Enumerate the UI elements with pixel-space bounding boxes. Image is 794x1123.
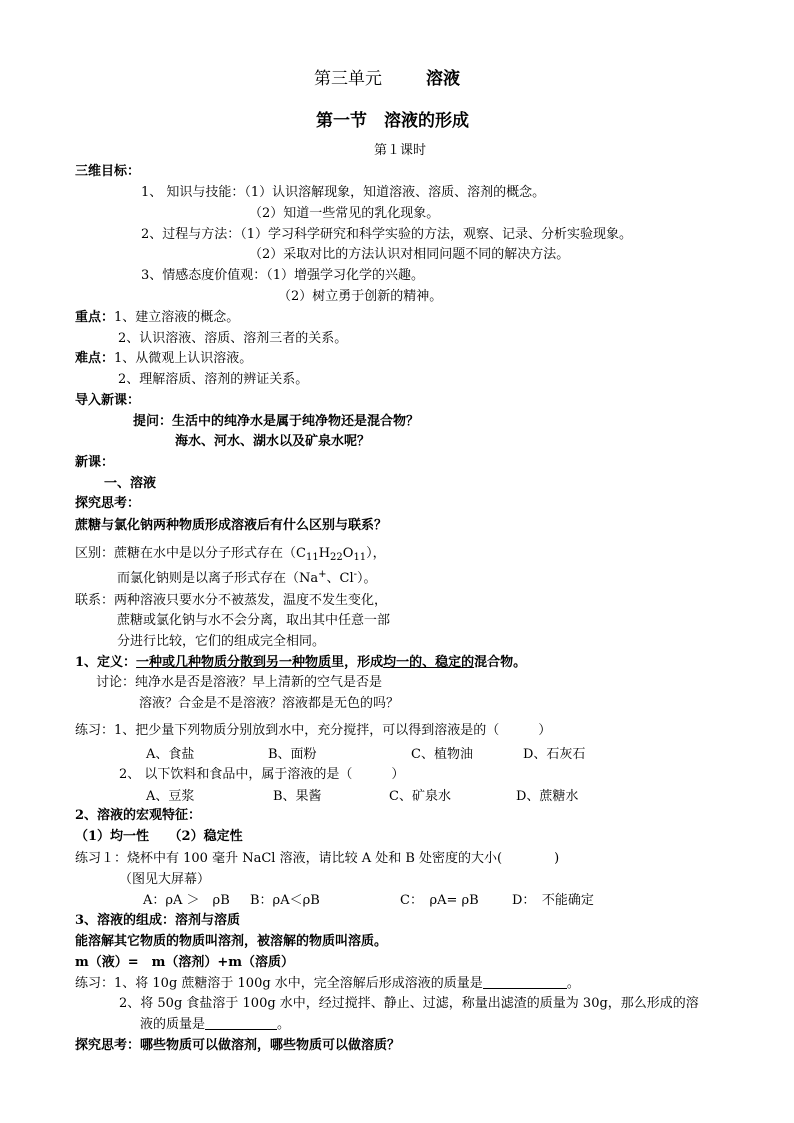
exercise-1-option-d: D、石灰石 (523, 747, 586, 762)
features-items: （1）均一性 （2）稳定性 (75, 829, 243, 844)
exercise-1-option-a: A、食盐 (146, 747, 195, 762)
composition-formula: m（液）= m（溶剂）+m（溶质） (75, 955, 295, 970)
exercise-2-option-d: D、蔗糖水 (516, 789, 579, 804)
goal-process-2: （2）采取对比的方法认识对相同问题不同的解决方法。 (249, 247, 570, 262)
composition-heading: 3、溶液的组成：溶剂与溶质 (75, 913, 241, 928)
intro-question-1: 提问：生活中的纯净水是属于纯净物还是混合物？ (133, 414, 420, 429)
difficulties-label: 难点： (75, 351, 115, 366)
discussion-line-2: 溶液？合金是不是溶液？溶液都是无色的吗？ (139, 696, 400, 711)
features-option-d: D： 不能确定 (512, 893, 594, 908)
goal-emotion-1: 3、情感态度价值观：（1）增强学习化学的兴趣。 (141, 268, 425, 283)
answer-blank-2[interactable] (205, 1017, 277, 1030)
answer-blank-1[interactable] (483, 976, 567, 989)
exercise-1-option-b: B、面粉 (268, 747, 317, 762)
goal-emotion-2: （2）树立勇于创新的精神。 (278, 289, 443, 304)
composition-exercise-2-cont: 液的质量是 。 (140, 1017, 291, 1032)
exercise-1-question: 练习：1、把少量下列物质分别放到水中，充分搅拌，可以得到溶液是的（ ） (75, 723, 552, 738)
exercise-1-option-c: C、植物油 (411, 747, 473, 762)
exercise-2-option-a: A、豆浆 (146, 789, 195, 804)
exercise-2-question: 2、 以下饮料和食品中，属于溶液的是（ ） (119, 767, 405, 782)
composition-exercise-1: 练习：1、将 10g 蔗糖溶于 100g 水中，完全溶解后形成溶液的质量是 。 (75, 976, 580, 991)
unit-name: 溶液 (426, 69, 460, 89)
definition: 1、定义：一种或几种物质分散到另一种物质里，形成均一的、稳定的混合物。 (75, 655, 527, 670)
final-explore-question: 探究思考：哪些物质可以做溶剂，哪些物质可以做溶质？ (75, 1038, 401, 1053)
explore-question: 蔗糖与氯化钠两种物质形成溶液后有什么区别与联系？ (75, 518, 388, 533)
exercise-2-option-c: C、矿泉水 (389, 789, 451, 804)
key-point-1: 重点：1、建立溶液的概念。 (75, 310, 240, 325)
unit-title (314, 69, 460, 89)
difficulty-1: 难点：1、从微观上认识溶液。 (75, 351, 253, 366)
difference-line-1: 区别：蔗糖在水中是以分子形式存在$(C_{11}H_{22}O_{11})$， (75, 546, 386, 563)
link-line-2: 蔗糖或氯化钠与水不会分离，取出其中任意一部 (117, 613, 391, 628)
intro-heading: 导入新课： (75, 393, 141, 408)
new-lesson-heading: 新课： (75, 455, 115, 470)
part-1-heading: 一、溶液 (104, 476, 157, 491)
key-points-label: 重点： (75, 310, 115, 325)
difficulty-2: 2、理解溶质、溶剂的辨证关系。 (118, 372, 309, 387)
lesson-label: 第１课时 (374, 143, 427, 158)
goal-knowledge-1: 1、 知识与技能：（1）认识溶解现象，知道溶液、溶质、溶剂的概念。 (141, 185, 546, 200)
intro-question-2: 海水、河水、湖水以及矿泉水呢？ (175, 434, 371, 449)
difference-line-2: 而氯化钠则是以离子形式存在（Na+、Cl-）。 (117, 569, 377, 586)
features-option-b: B：ρA＜ρB (250, 893, 320, 908)
link-line-1: 联系：两种溶液只要水分不被蒸发，温度不发生变化， (75, 593, 388, 608)
key-point-2: 2、认识溶液、溶质、溶剂三者的关系。 (118, 331, 348, 346)
goals-heading: 三维目标： (75, 164, 141, 179)
features-note: （图见大屏幕） (119, 872, 211, 887)
features-heading: 2、溶液的宏观特征： (75, 808, 202, 823)
features-option-c: C： ρA= ρB (400, 893, 479, 908)
unit-number: 第三单元 (314, 69, 382, 89)
goal-process-1: 2、过程与方法：（1）学习科学研究和科学实验的方法，观察、记录、分析实验现象。 (141, 227, 633, 242)
definition-underlined-2: 均一的、稳定的 (383, 655, 475, 670)
definition-underlined-1: 一种或几种物质分散到另一种物质 (136, 655, 332, 670)
discussion-line-1: 讨论：纯净水是否是溶液？早上清新的空气是否是 (96, 675, 383, 690)
explore-heading: 探究思考： (75, 496, 141, 511)
link-line-3: 分进行比较，它们的组成完全相同。 (117, 634, 326, 649)
features-option-a: A：ρA ＞ ρB (143, 893, 230, 908)
composition-definition: 能溶解其它物质的物质叫溶剂，被溶解的物质叫溶质。 (75, 934, 388, 949)
section-title: 第一节 溶液的形成 (316, 111, 469, 131)
goal-knowledge-2: （2）知道一些常见的乳化现象。 (249, 206, 440, 221)
features-exercise: 练习１：烧杯中有 100 毫升 NaCl 溶液，请比较 A 处和 B 处密度的大小( ) (75, 851, 560, 866)
exercise-2-option-b: B、果酱 (273, 789, 322, 804)
composition-exercise-2: 2、将 50g 食盐溶于 100g 水中，经过搅拌、静止、过滤，称量出滤渣的质量为 30g，那么形成的溶 (119, 996, 699, 1011)
